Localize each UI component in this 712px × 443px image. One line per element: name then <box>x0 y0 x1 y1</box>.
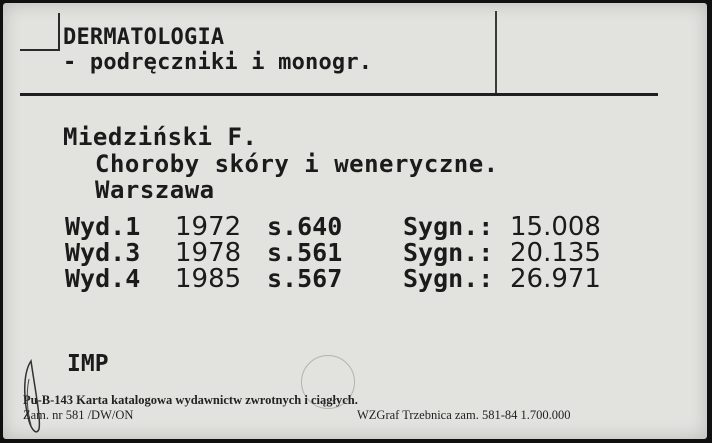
imp-stamp: IMP <box>67 351 109 377</box>
edition-pages: s.561 <box>267 238 343 267</box>
edition-year: 1985 <box>175 264 242 294</box>
printer-imprint: WZGraf Trzebnica zam. 581-84 1.700.000 <box>357 408 571 422</box>
edition-pages: s.640 <box>267 212 343 241</box>
book-title: Choroby skóry i weneryczne. <box>95 150 499 178</box>
order-number: Zam. nr 581 /DW/ON <box>23 408 134 422</box>
edition-year: 1972 <box>175 212 242 242</box>
subject-heading: DERMATOLOGIA <box>63 25 225 50</box>
header-rule-main <box>20 93 658 96</box>
catalog-card <box>3 3 707 439</box>
signature-number: 26.971 <box>510 264 601 294</box>
signature-label: Sygn.: <box>403 264 494 293</box>
signature-number: 20.135 <box>510 238 601 268</box>
header-rule-left <box>58 13 60 51</box>
form-description: Pu-B-143 Karta katalogowa wydawnictw zwrotnych i ciągłych. <box>23 393 358 407</box>
edition-year: 1978 <box>175 238 242 268</box>
signature-label: Sygn.: <box>403 238 494 267</box>
signature-label: Sygn.: <box>403 212 494 241</box>
edition-label: Wyd.3 <box>65 238 141 267</box>
edition-label: Wyd.1 <box>65 212 141 241</box>
header-rule-short <box>20 49 60 51</box>
author: Miedziński F. <box>63 123 258 151</box>
edition-label: Wyd.4 <box>65 264 141 293</box>
edition-pages: s.567 <box>267 264 343 293</box>
header-rule-right <box>495 11 497 93</box>
signature-number: 15.008 <box>510 212 601 242</box>
publication-city: Warszawa <box>95 176 215 204</box>
subject-subheading: - podręczniki i monogr. <box>63 50 373 75</box>
